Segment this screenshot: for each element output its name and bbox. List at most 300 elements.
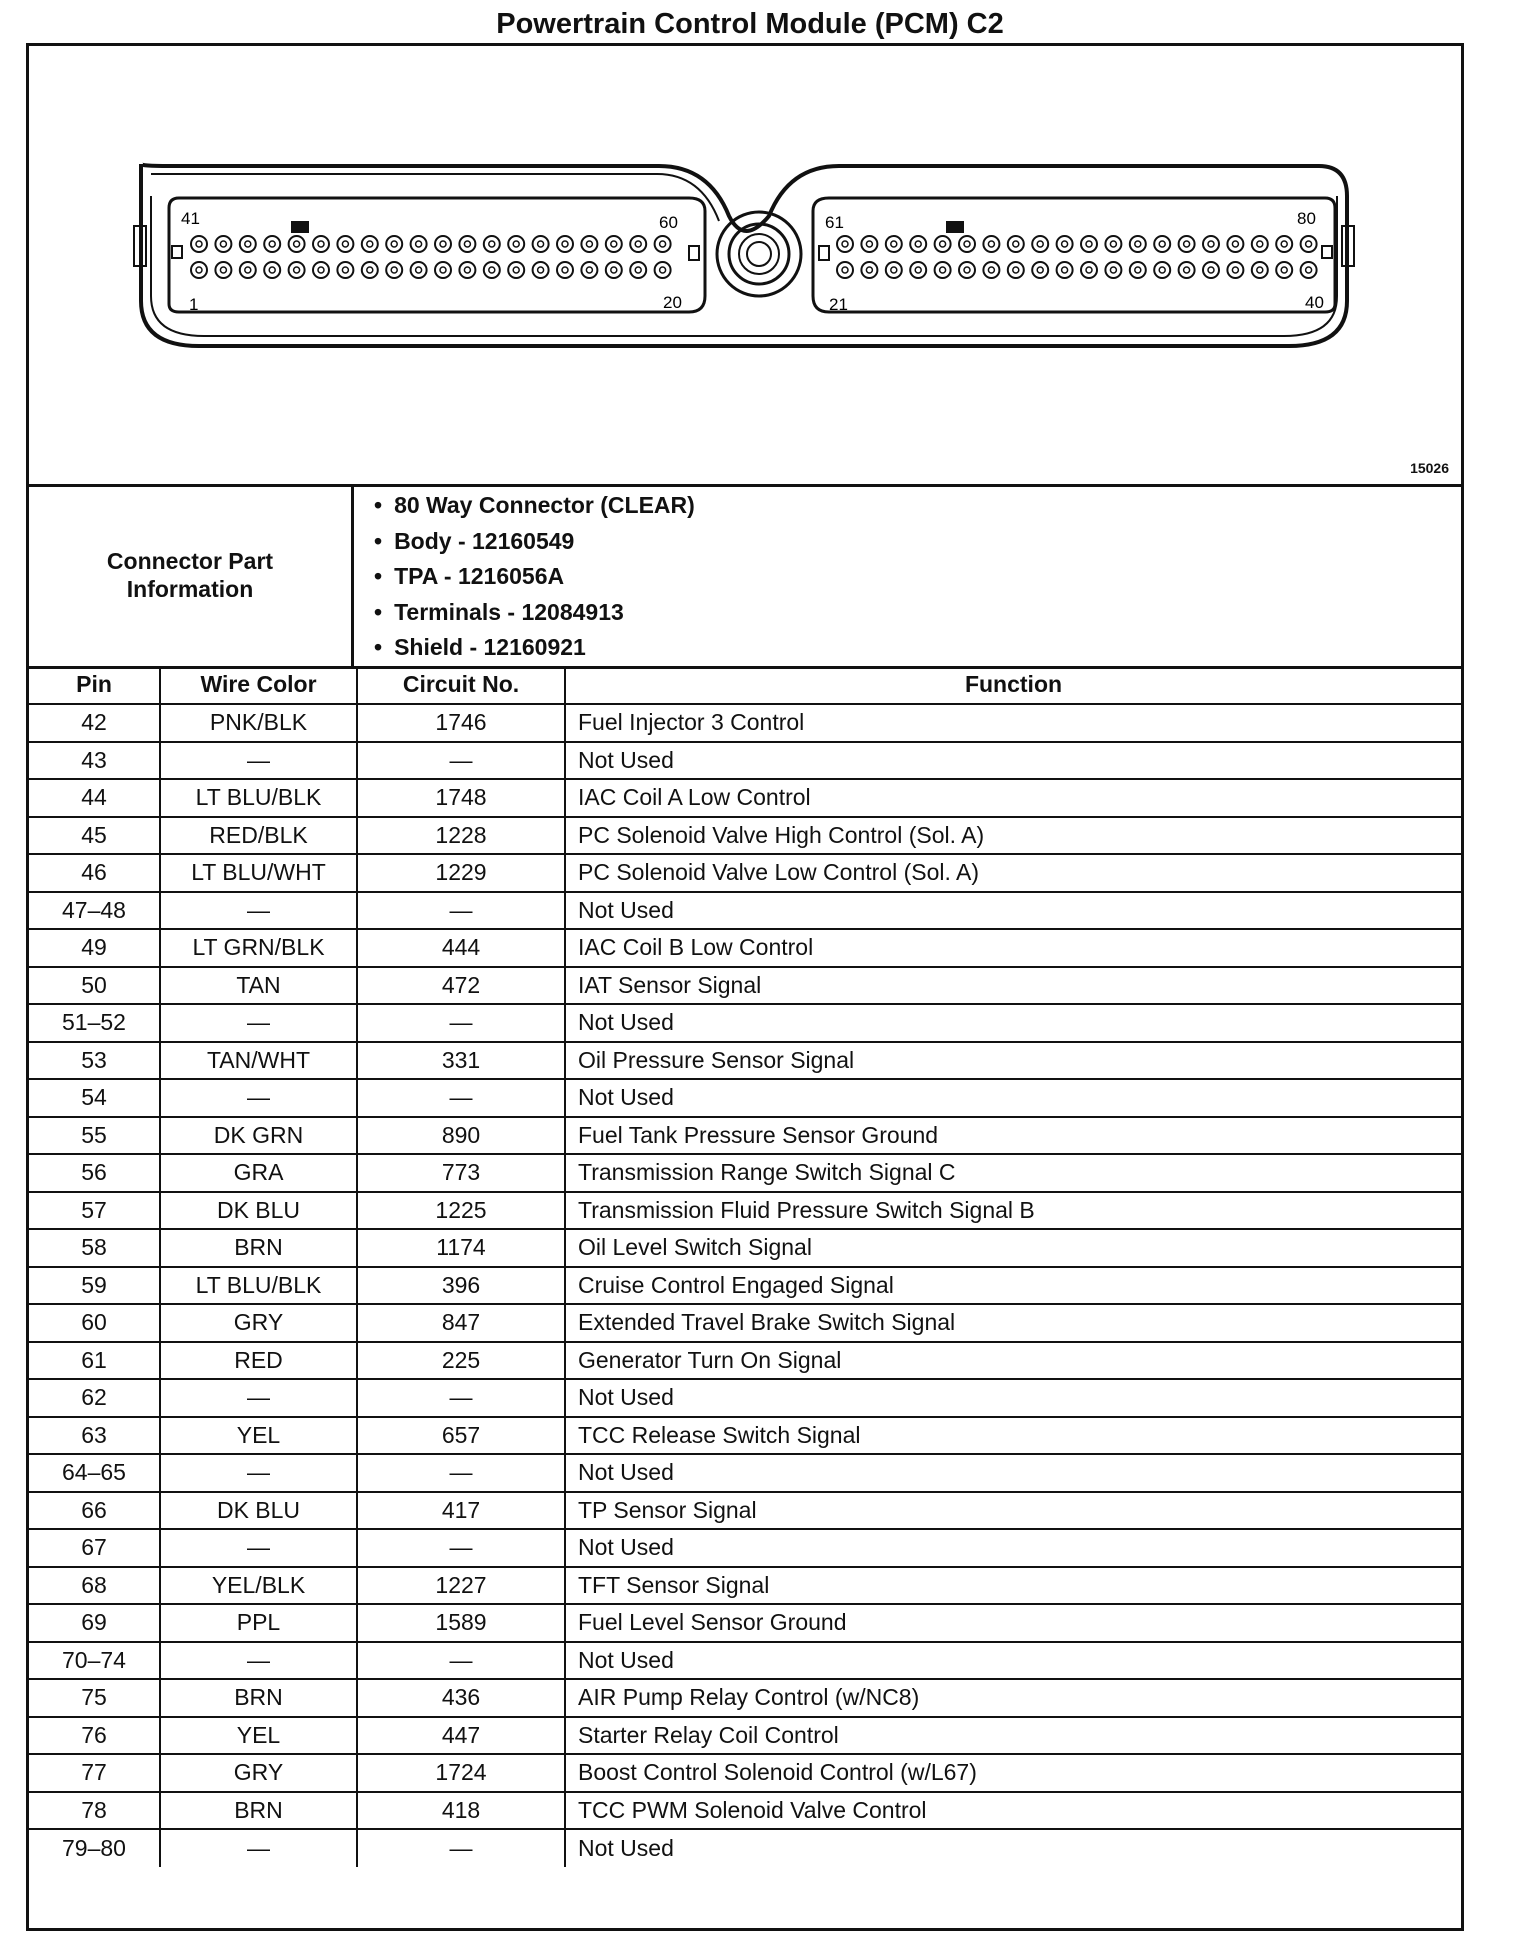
function-cell: Fuel Tank Pressure Sensor Ground [565, 1117, 1461, 1155]
pin-cell: 56 [29, 1154, 160, 1192]
table-row [29, 1529, 1461, 1567]
part-info-item: • Shield - 12160921 [374, 630, 695, 666]
wire-color-cell: LT BLU/WHT [160, 854, 357, 892]
circuit-no-cell: — [357, 742, 565, 780]
pin-hole [935, 262, 951, 278]
wire-color-cell: PNK/BLK [160, 704, 357, 742]
function-cell: Not Used [565, 1079, 1461, 1117]
function-cell: Boost Control Solenoid Control (w/L67) [565, 1754, 1461, 1792]
wire-color-cell: — [160, 1004, 357, 1042]
pin-hole [1276, 236, 1292, 252]
pin-contact [988, 241, 994, 247]
table-row [29, 967, 1461, 1005]
pin-hole [837, 236, 853, 252]
pin-contact [220, 241, 226, 247]
pin-cell: 47–48 [29, 892, 160, 930]
pin-contact [391, 241, 397, 247]
function-cell: Fuel Level Sensor Ground [565, 1604, 1461, 1642]
pin-contact [367, 241, 373, 247]
table-row [29, 1829, 1461, 1867]
pin-contact [318, 267, 324, 273]
left-latch [172, 246, 182, 258]
circuit-no-cell: 418 [357, 1792, 565, 1830]
pin-contact [1062, 267, 1068, 273]
pin-hole [910, 262, 926, 278]
pin-hole [1032, 262, 1048, 278]
pin-hole [983, 236, 999, 252]
circuit-no-cell: 444 [357, 929, 565, 967]
pin-cell: 66 [29, 1492, 160, 1530]
pin-contact [269, 267, 275, 273]
pin-contact [342, 267, 348, 273]
function-cell: Oil Pressure Sensor Signal [565, 1042, 1461, 1080]
pin-contact [245, 241, 251, 247]
wire-color-cell: DK BLU [160, 1492, 357, 1530]
part-info-list [374, 488, 695, 666]
pin-hole [1301, 236, 1317, 252]
wire-color-cell: — [160, 1454, 357, 1492]
pin-hole [886, 236, 902, 252]
wire-color-cell: BRN [160, 1792, 357, 1830]
pin-contact [294, 241, 300, 247]
function-cell: TFT Sensor Signal [565, 1567, 1461, 1605]
pin-contact [1013, 267, 1019, 273]
wire-color-cell: — [160, 1642, 357, 1680]
table-row [29, 1604, 1461, 1642]
label-pin-20: 20 [663, 293, 682, 312]
pin-hole [1154, 236, 1170, 252]
pin-cell: 44 [29, 779, 160, 817]
pin-contact [1208, 241, 1214, 247]
circuit-no-cell: 1228 [357, 817, 565, 855]
pin-cell: 53 [29, 1042, 160, 1080]
wire-color-cell: LT GRN/BLK [160, 929, 357, 967]
left-pin-cavity [169, 198, 705, 312]
part-info-item: • TPA - 1216056A [374, 559, 695, 595]
pin-hole [935, 236, 951, 252]
pin-hole [289, 236, 305, 252]
function-cell: IAC Coil B Low Control [565, 929, 1461, 967]
pin-hole [1008, 236, 1024, 252]
pin-contact [1306, 241, 1312, 247]
pin-hole [861, 262, 877, 278]
pin-contact [1037, 241, 1043, 247]
wire-color-cell: — [160, 892, 357, 930]
pinout-table [29, 666, 1461, 1867]
part-info-item: • 80 Way Connector (CLEAR) [374, 488, 695, 524]
pin-contact [342, 241, 348, 247]
label-pin-1: 1 [189, 295, 199, 314]
pin-cell: 58 [29, 1229, 160, 1267]
function-cell: Cruise Control Engaged Signal [565, 1267, 1461, 1305]
pin-cell: 64–65 [29, 1454, 160, 1492]
pin-contact [1062, 241, 1068, 247]
circuit-no-cell: — [357, 1829, 565, 1867]
function-cell: Not Used [565, 1529, 1461, 1567]
pin-contact [660, 267, 666, 273]
pin-hole [1203, 262, 1219, 278]
function-cell: AIR Pump Relay Control (w/NC8) [565, 1679, 1461, 1717]
pin-hole [508, 262, 524, 278]
connector-part-information [29, 484, 1461, 669]
pin-contact [988, 267, 994, 273]
pin-contact [940, 241, 946, 247]
pin-contact [513, 241, 519, 247]
pin-contact [915, 267, 921, 273]
pin-contact [538, 267, 544, 273]
pin-hole [1130, 236, 1146, 252]
circuit-no-cell: — [357, 1379, 565, 1417]
pin-contact [964, 267, 970, 273]
label-pin-60: 60 [659, 213, 678, 232]
pin-cell: 57 [29, 1192, 160, 1230]
pin-cell: 68 [29, 1567, 160, 1605]
pin-hole [1203, 236, 1219, 252]
pin-hole [362, 236, 378, 252]
function-cell: Extended Travel Brake Switch Signal [565, 1304, 1461, 1342]
pin-contact [1135, 241, 1141, 247]
pin-hole [1008, 262, 1024, 278]
pin-hole [655, 262, 671, 278]
table-row [29, 1567, 1461, 1605]
pin-hole [1154, 262, 1170, 278]
wire-color-cell: GRA [160, 1154, 357, 1192]
pin-hole [630, 262, 646, 278]
circuit-no-cell: 847 [357, 1304, 565, 1342]
circuit-no-cell: 417 [357, 1492, 565, 1530]
table-row [29, 704, 1461, 742]
table-row [29, 1379, 1461, 1417]
function-cell: Not Used [565, 1379, 1461, 1417]
pin-hole [484, 236, 500, 252]
table-row [29, 892, 1461, 930]
pin-cell: 62 [29, 1379, 160, 1417]
pin-contact [1184, 267, 1190, 273]
pin-hole [959, 236, 975, 252]
table-row [29, 854, 1461, 892]
circuit-no-cell: 1227 [357, 1567, 565, 1605]
pin-hole [264, 262, 280, 278]
pin-contact [562, 267, 568, 273]
table-row [29, 1679, 1461, 1717]
pin-contact [1306, 267, 1312, 273]
function-cell: Transmission Range Switch Signal C [565, 1154, 1461, 1192]
part-info-label-text: Connector Part Information [106, 548, 274, 602]
pin-contact [538, 241, 544, 247]
label-pin-61: 61 [825, 213, 844, 232]
pin-hole [411, 236, 427, 252]
pin-contact [1013, 241, 1019, 247]
pin-contact [294, 267, 300, 273]
table-row [29, 1717, 1461, 1755]
wire-color-cell: PPL [160, 1604, 357, 1642]
function-cell: Generator Turn On Signal [565, 1342, 1461, 1380]
pin-hole [630, 236, 646, 252]
right-latch [1322, 246, 1332, 258]
pin-hole [411, 262, 427, 278]
pin-cell: 51–52 [29, 1004, 160, 1042]
function-cell: Not Used [565, 1004, 1461, 1042]
pin-hole [1227, 236, 1243, 252]
housing-outline [141, 164, 1347, 346]
wire-color-cell: — [160, 742, 357, 780]
pin-hole [581, 236, 597, 252]
table-row [29, 1079, 1461, 1117]
pin-contact [318, 241, 324, 247]
table-row [29, 1754, 1461, 1792]
header-pin: Pin [29, 666, 160, 704]
pin-cell: 76 [29, 1717, 160, 1755]
pin-cell: 61 [29, 1342, 160, 1380]
wire-color-cell: YEL [160, 1417, 357, 1455]
pin-contact [964, 241, 970, 247]
pin-hole [386, 262, 402, 278]
pin-hole [191, 236, 207, 252]
pin-hole [508, 236, 524, 252]
pin-contact [1159, 267, 1165, 273]
pin-contact [513, 267, 519, 273]
circuit-no-cell: — [357, 892, 565, 930]
pin-hole [459, 262, 475, 278]
pin-hole [337, 262, 353, 278]
wire-color-cell: GRY [160, 1754, 357, 1792]
pin-cell: 50 [29, 967, 160, 1005]
wire-color-cell: TAN/WHT [160, 1042, 357, 1080]
wire-color-cell: GRY [160, 1304, 357, 1342]
pin-contact [1208, 267, 1214, 273]
pin-hole [1081, 236, 1097, 252]
circuit-no-cell: 396 [357, 1267, 565, 1305]
function-cell: TCC Release Switch Signal [565, 1417, 1461, 1455]
pin-contact [416, 267, 422, 273]
pin-hole [886, 262, 902, 278]
pin-cell: 43 [29, 742, 160, 780]
pin-contact [1257, 241, 1263, 247]
table-row [29, 779, 1461, 817]
page-title: Powertrain Control Module (PCM) C2 [496, 8, 1004, 40]
header-function: Function [565, 666, 1461, 704]
pin-contact [464, 241, 470, 247]
header-circuit-no: Circuit No. [357, 666, 565, 704]
pin-contact [489, 241, 495, 247]
center-bolt-core [747, 242, 771, 266]
table-row [29, 1042, 1461, 1080]
pin-contact [1257, 267, 1263, 273]
pin-contact [245, 267, 251, 273]
table-row [29, 1417, 1461, 1455]
pin-hole [215, 262, 231, 278]
pin-contact [1232, 267, 1238, 273]
pin-contact [1110, 267, 1116, 273]
wire-color-cell: — [160, 1829, 357, 1867]
connector-diagram [29, 46, 1461, 487]
function-cell: Not Used [565, 1642, 1461, 1680]
right-inner-latch [819, 246, 829, 260]
wire-color-cell: TAN [160, 967, 357, 1005]
pin-contact [1184, 241, 1190, 247]
part-info-label [29, 484, 354, 666]
pin-hole [533, 236, 549, 252]
wire-color-cell: BRN [160, 1229, 357, 1267]
circuit-no-cell: 436 [357, 1679, 565, 1717]
function-cell: Fuel Injector 3 Control [565, 704, 1461, 742]
circuit-no-cell: 472 [357, 967, 565, 1005]
pin-hole [557, 262, 573, 278]
pin-hole [484, 262, 500, 278]
circuit-no-cell: 331 [357, 1042, 565, 1080]
pin-hole [1130, 262, 1146, 278]
circuit-no-cell: 1229 [357, 854, 565, 892]
function-cell: IAT Sensor Signal [565, 967, 1461, 1005]
pin-cell: 45 [29, 817, 160, 855]
pin-contact [1281, 267, 1287, 273]
table-row [29, 1642, 1461, 1680]
pin-cell: 42 [29, 704, 160, 742]
wire-color-cell: DK BLU [160, 1192, 357, 1230]
pin-hole [1179, 262, 1195, 278]
center-bolt-inner [739, 234, 779, 274]
part-info-item: • Body - 12160549 [374, 524, 695, 560]
pin-contact [269, 241, 275, 247]
table-row [29, 1192, 1461, 1230]
left-inner-latch [689, 246, 699, 260]
pin-cell: 70–74 [29, 1642, 160, 1680]
function-cell: Not Used [565, 1829, 1461, 1867]
pin-hole [606, 236, 622, 252]
pin-hole [655, 236, 671, 252]
circuit-no-cell: 225 [357, 1342, 565, 1380]
pin-contact [1281, 241, 1287, 247]
pin-hole [1227, 262, 1243, 278]
pin-hole [861, 236, 877, 252]
table-row [29, 1492, 1461, 1530]
circuit-no-cell: 1746 [357, 704, 565, 742]
pin-hole [581, 262, 597, 278]
pin-contact [866, 267, 872, 273]
wire-color-cell: — [160, 1529, 357, 1567]
pin-contact [611, 241, 617, 247]
label-pin-40: 40 [1305, 293, 1324, 312]
pin-contact [940, 267, 946, 273]
figure-number: 15026 [1410, 460, 1449, 476]
pin-contact [1135, 267, 1141, 273]
pin-hole [1105, 262, 1121, 278]
pin-contact [1037, 267, 1043, 273]
document-frame [26, 43, 1464, 1931]
pin-cell: 55 [29, 1117, 160, 1155]
pin-contact [440, 241, 446, 247]
pin-cell: 78 [29, 1792, 160, 1830]
circuit-no-cell: 657 [357, 1417, 565, 1455]
pin-hole [1252, 262, 1268, 278]
pin-hole [1081, 262, 1097, 278]
pin-contact [866, 241, 872, 247]
function-cell: Starter Relay Coil Control [565, 1717, 1461, 1755]
pin-cell: 69 [29, 1604, 160, 1642]
wire-color-cell: RED/BLK [160, 817, 357, 855]
function-cell: Not Used [565, 1454, 1461, 1492]
connector-illustration [29, 46, 1461, 484]
table-body [29, 704, 1461, 1867]
circuit-no-cell: — [357, 1079, 565, 1117]
function-cell: Not Used [565, 892, 1461, 930]
circuit-no-cell: 1174 [357, 1229, 565, 1267]
circuit-no-cell: 1748 [357, 779, 565, 817]
circuit-no-cell: — [357, 1529, 565, 1567]
pin-hole [337, 236, 353, 252]
table-row [29, 1154, 1461, 1192]
pin-contact [391, 267, 397, 273]
pin-cell: 54 [29, 1079, 160, 1117]
circuit-no-cell: — [357, 1004, 565, 1042]
pin-contact [586, 267, 592, 273]
pin-contact [196, 241, 202, 247]
pin-contact [440, 267, 446, 273]
pin-hole [313, 262, 329, 278]
wire-color-cell: BRN [160, 1679, 357, 1717]
table-row [29, 742, 1461, 780]
wire-color-cell: — [160, 1379, 357, 1417]
pin-contact [1086, 267, 1092, 273]
pin-hole [1057, 262, 1073, 278]
pin-hole [1032, 236, 1048, 252]
pin-hole [606, 262, 622, 278]
pin-hole [435, 262, 451, 278]
pin-cell: 49 [29, 929, 160, 967]
pin-hole [1179, 236, 1195, 252]
circuit-no-cell: — [357, 1642, 565, 1680]
table-row [29, 1792, 1461, 1830]
pin-hole [959, 262, 975, 278]
pin-hole [313, 236, 329, 252]
pin-hole [983, 262, 999, 278]
pin-cell: 60 [29, 1304, 160, 1342]
function-cell: PC Solenoid Valve Low Control (Sol. A) [565, 854, 1461, 892]
function-cell: TCC PWM Solenoid Valve Control [565, 1792, 1461, 1830]
pin-hole [1252, 236, 1268, 252]
pin-hole [191, 262, 207, 278]
function-cell: PC Solenoid Valve High Control (Sol. A) [565, 817, 1461, 855]
table-row [29, 1004, 1461, 1042]
wire-color-cell: RED [160, 1342, 357, 1380]
circuit-no-cell: 447 [357, 1717, 565, 1755]
pin-contact [1159, 241, 1165, 247]
pin-cell: 59 [29, 1267, 160, 1305]
pin-contact [220, 267, 226, 273]
wire-color-cell: LT BLU/BLK [160, 1267, 357, 1305]
pin-contact [489, 267, 495, 273]
pin-cell: 67 [29, 1529, 160, 1567]
pin-contact [635, 241, 641, 247]
pin-contact [586, 241, 592, 247]
table-row [29, 1117, 1461, 1155]
pin-hole [435, 236, 451, 252]
table-header-row [29, 666, 1461, 704]
pin-cell: 77 [29, 1754, 160, 1792]
pin-hole [240, 262, 256, 278]
pin-contact [891, 267, 897, 273]
label-pin-80: 80 [1297, 209, 1316, 228]
function-cell: Transmission Fluid Pressure Switch Signal B [565, 1192, 1461, 1230]
pin-hole [1057, 236, 1073, 252]
table-row [29, 1454, 1461, 1492]
pin-contact [842, 267, 848, 273]
label-pin-21: 21 [829, 295, 848, 314]
pin-contact [611, 267, 617, 273]
part-info-item: • Terminals - 12084913 [374, 595, 695, 631]
pin-cell: 63 [29, 1417, 160, 1455]
circuit-no-cell: 890 [357, 1117, 565, 1155]
